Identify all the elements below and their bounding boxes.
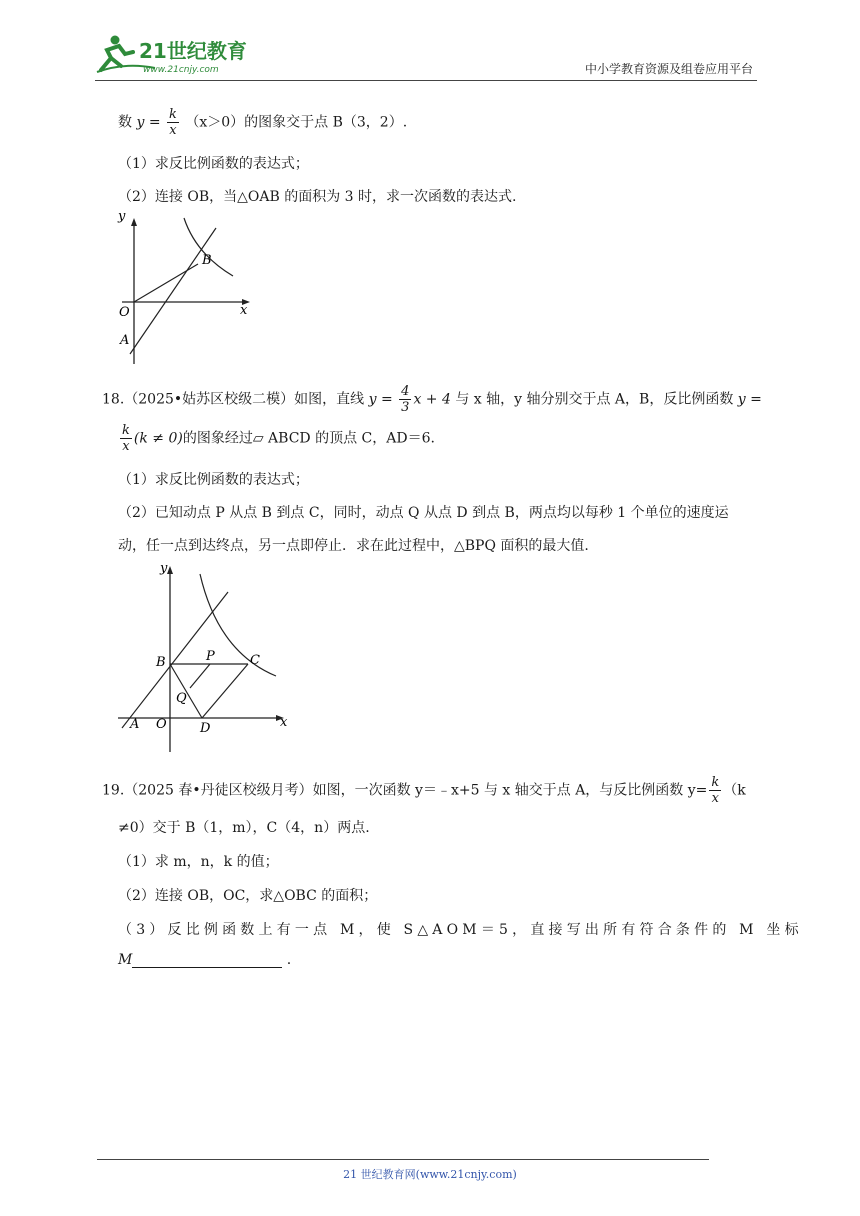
fraction-k-over-x: $\frac{k}{x}$: [169, 107, 177, 138]
point-label-P: P: [206, 649, 215, 664]
point-label-C: C: [250, 653, 260, 668]
point-label-D: D: [200, 721, 211, 736]
point-label-O: O: [119, 305, 130, 320]
q19-part2: （2）连接 OB，OC，求△OBC 的面积；: [118, 888, 378, 904]
q19-part3-line1: （3）反比例函数上有一点 M，使 S△AOM＝5，直接写出所有符合条件的 M 坐标: [118, 922, 803, 938]
footer-divider: [97, 1159, 709, 1160]
fraction-k-over-x: $\frac{k}{x}$: [711, 775, 720, 806]
axis-label-y: y: [160, 561, 168, 576]
q18-part1: （1）求反比例函数的表达式；: [118, 472, 309, 488]
logo-21cnjy: [95, 32, 265, 76]
q18-line2: $\frac{k}{x}$ (k ≠ 0)的图象经过▱ ABCD 的顶点 C，AD＝6.: [122, 423, 435, 454]
answer-blank[interactable]: [132, 953, 282, 968]
q17-line1: 数 y = $\frac{k}{x}$ （x＞0）的图象交于点 B（3，2）.: [118, 107, 408, 138]
point-label-Q: Q: [176, 691, 187, 706]
q19-part1: （1）求 m，n，k 的值；: [118, 854, 279, 870]
q18-figure: [118, 560, 298, 756]
q18-line1: 18.（2025•姑苏区校级二模）如图，直线 y = $\frac{4}{3}$ x + 4 与 x 轴，y 轴分别交于点 A，B，反比例函数 y =: [102, 384, 762, 415]
q17-part1: （1）求反比例函数的表达式；: [118, 156, 309, 172]
q17-part2: （2）连接 OB，当△OAB 的面积为 3 时，求一次函数的表达式.: [118, 189, 517, 205]
page-header: [95, 28, 757, 81]
q18-part2-line1: （2）已知动点 P 从点 B 到点 C，同时，动点 Q 从点 D 到点 B，两点均以每秒 1 个单位的速度运: [118, 505, 729, 521]
point-label-A: A: [130, 717, 140, 732]
axis-label-y: y: [118, 209, 126, 224]
logo-text: 21世纪教育: [139, 39, 247, 63]
header-platform-text: 中小学教育资源及组卷应用平台: [584, 62, 753, 76]
axis-label-x: x: [240, 303, 248, 318]
point-label-B: B: [156, 655, 166, 670]
fraction-4-over-3: $\frac{4}{3}$: [401, 384, 410, 415]
q19-part3-line2: M .: [118, 952, 292, 968]
logo-url: www.21cnjy.com: [143, 65, 219, 75]
point-label-O: O: [156, 717, 167, 732]
q19-line2: ≠0）交于 B（1，m），C（4，n）两点.: [118, 820, 370, 836]
axis-label-x: x: [280, 715, 288, 730]
q18-part2-line2: 动，任一点到达终点，另一点即停止．求在此过程中，△BPQ 面积的最大值.: [118, 538, 589, 554]
footer-text: 21 世纪教育网(www.21cnjy.com): [343, 1168, 517, 1181]
q19-line1: 19.（2025 春•丹徒区校级月考）如图，一次函数 y＝﹣x+5 与 x 轴交于点 A，与反比例函数 y= $\frac{k}{x}$ （k: [102, 775, 746, 806]
q17-figure: [112, 206, 262, 368]
point-label-B: B: [202, 253, 212, 268]
fraction-k-over-x: $\frac{k}{x}$: [122, 423, 130, 454]
point-label-A: A: [120, 333, 130, 348]
